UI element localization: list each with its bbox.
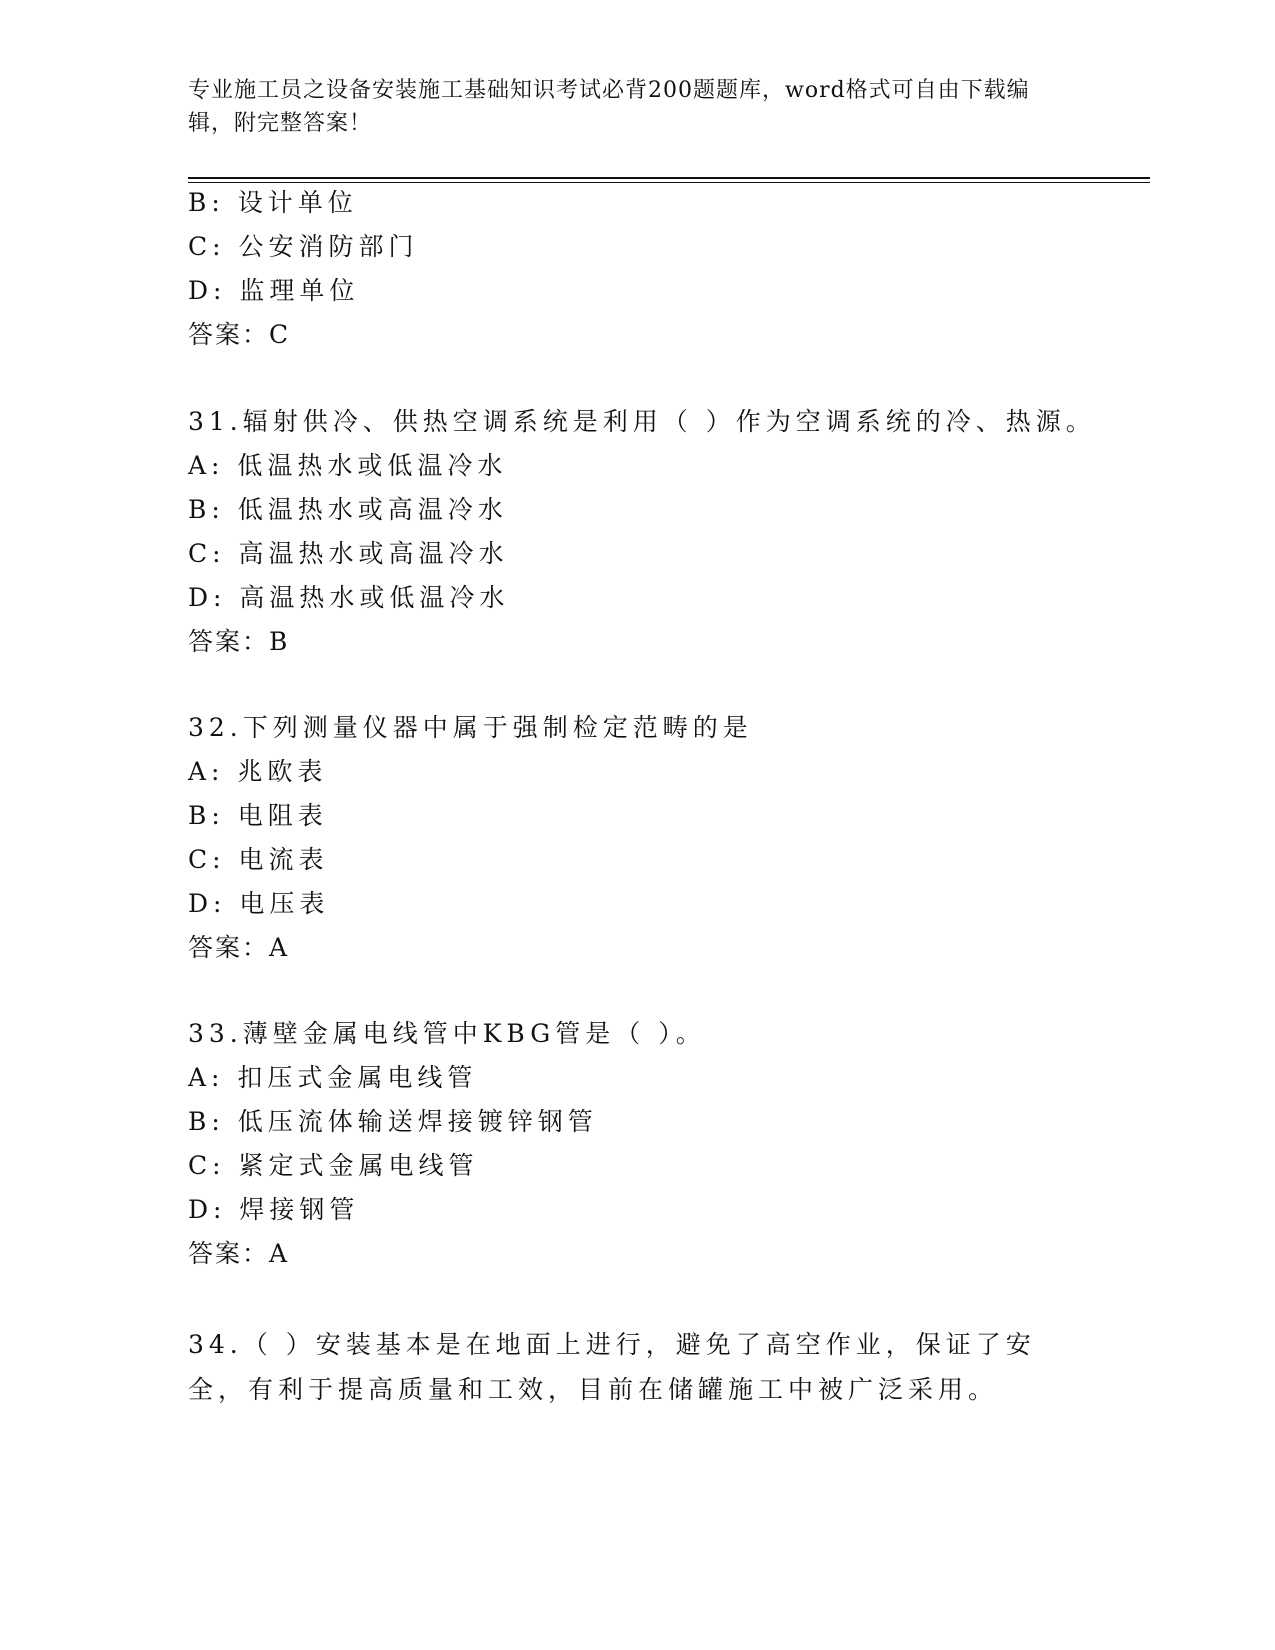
- question-33-option-c: C: 紧定式金属电线管: [188, 1151, 479, 1180]
- question-31-answer: 答案：B: [188, 627, 290, 656]
- question-33-option-d: D: 焊接钢管: [188, 1195, 360, 1224]
- question-31-option-b: B: 低温热水或高温冷水: [188, 495, 508, 524]
- option-b: B: 设计单位: [188, 188, 358, 217]
- question-31-option-d: D: 高温热水或低温冷水: [188, 583, 510, 612]
- question-34-stem: 34.（ ）安装基本是在地面上进行，避免了高空作业，保证了安全，有利于提高质量和工效，目前在储罐施工中被广泛采用。: [188, 1330, 1036, 1404]
- option-c: C: 公安消防部门: [188, 232, 419, 261]
- question-31-option-a: A: 低温热水或低温冷水: [188, 451, 508, 480]
- question-33-stem: 33.薄壁金属电线管中KBG管是（ ）。: [188, 1019, 706, 1048]
- question-32-option-c: C: 电流表: [188, 845, 329, 874]
- header-divider-thin: [188, 182, 1150, 183]
- header-divider-thick: [188, 177, 1150, 179]
- question-33-option-b: B: 低压流体输送焊接镀锌钢管: [188, 1107, 598, 1136]
- question-32-answer: 答案：A: [188, 933, 290, 962]
- question-33-answer: 答案：A: [188, 1239, 290, 1268]
- answer-line: 答案：C: [188, 320, 291, 349]
- question-31-option-c: C: 高温热水或高温冷水: [188, 539, 509, 568]
- question-32-option-b: B: 电阻表: [188, 801, 328, 830]
- question-32-option-a: A: 兆欧表: [188, 757, 328, 786]
- question-32-option-d: D: 电压表: [188, 889, 330, 918]
- question-31-stem: 31.辐射供冷、供热空调系统是利用（ ）作为空调系统的冷、热源。: [188, 407, 1096, 436]
- option-d: D: 监理单位: [188, 276, 360, 305]
- question-33-option-a: A: 扣压式金属电线管: [188, 1063, 478, 1092]
- document-header: 专业施工员之设备安装施工基础知识考试必背200题题库，word格式可自由下载编辑，附完整答案！: [188, 78, 1030, 136]
- question-32-stem: 32.下列测量仪器中属于强制检定范畴的是: [188, 713, 753, 742]
